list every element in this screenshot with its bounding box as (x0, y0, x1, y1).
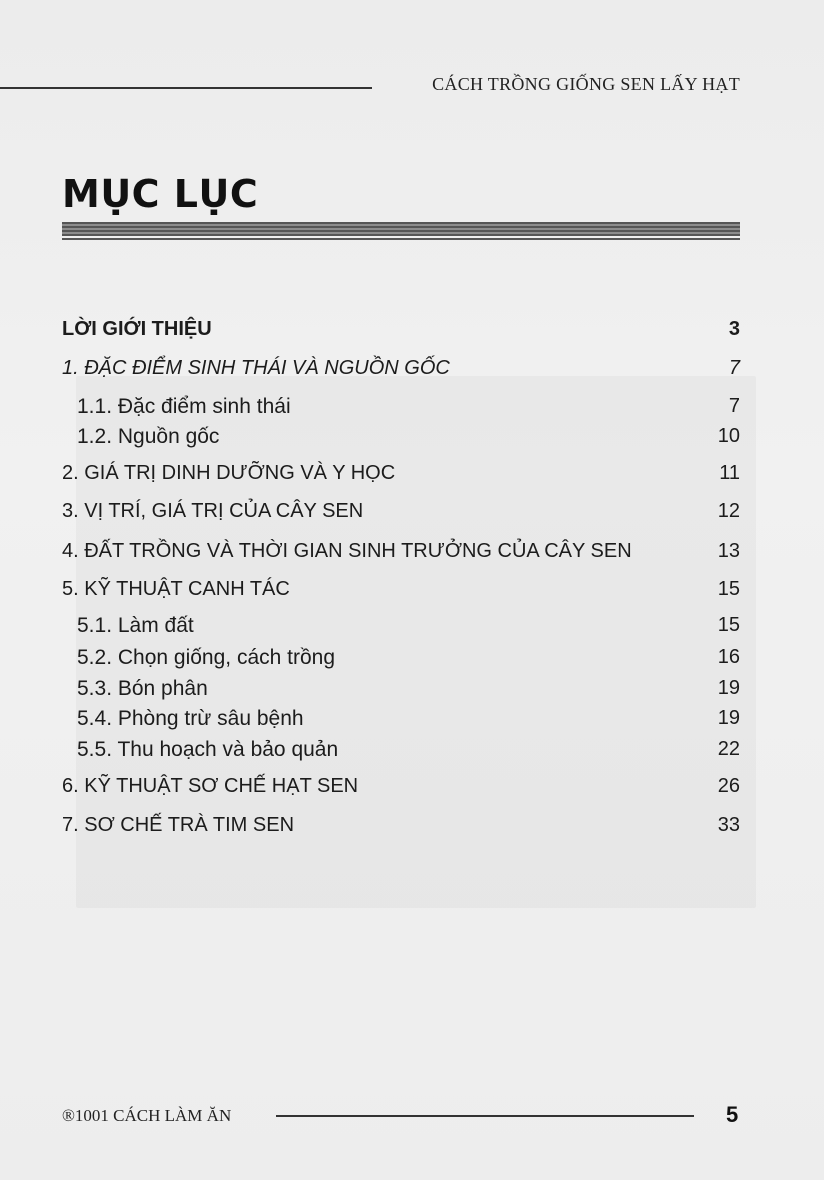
toc-entry-page: 15 (717, 578, 740, 600)
toc-entry-page: 10 (717, 425, 740, 447)
heading-underline-bar (62, 222, 740, 236)
toc-entry-page: 12 (717, 500, 740, 522)
toc-entry (62, 462, 740, 492)
toc-entry-label: 1.1. Đặc điểm sinh thái (77, 395, 291, 418)
toc-entry-label: 5.2. Chọn giống, cách trồng (77, 646, 336, 669)
footer-series: ®1001 CÁCH LÀM ĂN (62, 1106, 232, 1125)
toc-entry (62, 738, 740, 768)
toc-entry-page: 33 (717, 814, 740, 836)
toc-entry (62, 707, 740, 737)
toc-entry-page: 3 (728, 318, 740, 340)
page-number: 5 (726, 1102, 739, 1127)
toc-entry (62, 814, 740, 844)
toc-entry-label: 5. KỸ THUẬT CANH TÁC (62, 578, 290, 600)
toc-entry (62, 425, 740, 455)
toc-entry (62, 500, 740, 530)
toc-entry-page: 7 (728, 357, 740, 379)
toc-entry-label: 3. VỊ TRÍ, GIÁ TRỊ CỦA CÂY SEN (62, 500, 364, 522)
toc-entry (62, 578, 740, 608)
footer-rule (276, 1115, 694, 1117)
toc-entry-label: 4. ĐẤT TRỒNG VÀ THỜI GIAN SINH TRƯỞNG CỦA CÂY SEN (62, 540, 632, 562)
toc-entry-page: 15 (717, 614, 740, 636)
toc-entry (62, 318, 740, 348)
toc-entry (62, 775, 740, 805)
toc-entry-label: 5.4. Phòng trừ sâu bệnh (77, 707, 304, 730)
toc-entry-label: 5.3. Bón phân (77, 677, 208, 700)
toc-entry (62, 357, 740, 387)
toc-entry (62, 677, 740, 707)
running-header-title: CÁCH TRỒNG GIỐNG SEN LẤY HẠT (432, 74, 740, 94)
toc-entry-page: 22 (717, 738, 740, 760)
toc-entry-label: LỜI GIỚI THIỆU (62, 318, 212, 340)
heading-underline-thin (62, 238, 740, 240)
toc-entry-page: 19 (717, 677, 740, 699)
header-rule (0, 87, 372, 89)
toc-entry (62, 614, 740, 644)
toc-entry-page: 19 (717, 707, 740, 729)
toc-entry-page: 16 (717, 646, 740, 668)
toc-entry-page: 7 (728, 395, 740, 417)
toc-entry-page: 13 (717, 540, 740, 562)
toc-entry-page: 26 (717, 775, 740, 797)
toc-entry (62, 395, 740, 425)
toc-entry-label: 6. KỸ THUẬT SƠ CHẾ HẠT SEN (62, 775, 359, 797)
toc-entry-page: 11 (719, 462, 740, 484)
toc-heading: MỤC LỤC (62, 172, 259, 216)
toc-entry-label: 1.2. Nguồn gốc (77, 425, 220, 448)
toc-entry-label: 2. GIÁ TRỊ DINH DƯỠNG VÀ Y HỌC (62, 462, 396, 484)
toc-entry-label: 5.5. Thu hoạch và bảo quản (77, 738, 339, 761)
toc-entry (62, 540, 740, 570)
toc-entry-label: 1. ĐẶC ĐIỂM SINH THÁI VÀ NGUỒN GỐC (62, 357, 450, 379)
toc-entry-label: 5.1. Làm đất (77, 614, 194, 637)
toc-entry-label: 7. SƠ CHẾ TRÀ TIM SEN (62, 814, 295, 836)
toc-entry (62, 646, 740, 676)
